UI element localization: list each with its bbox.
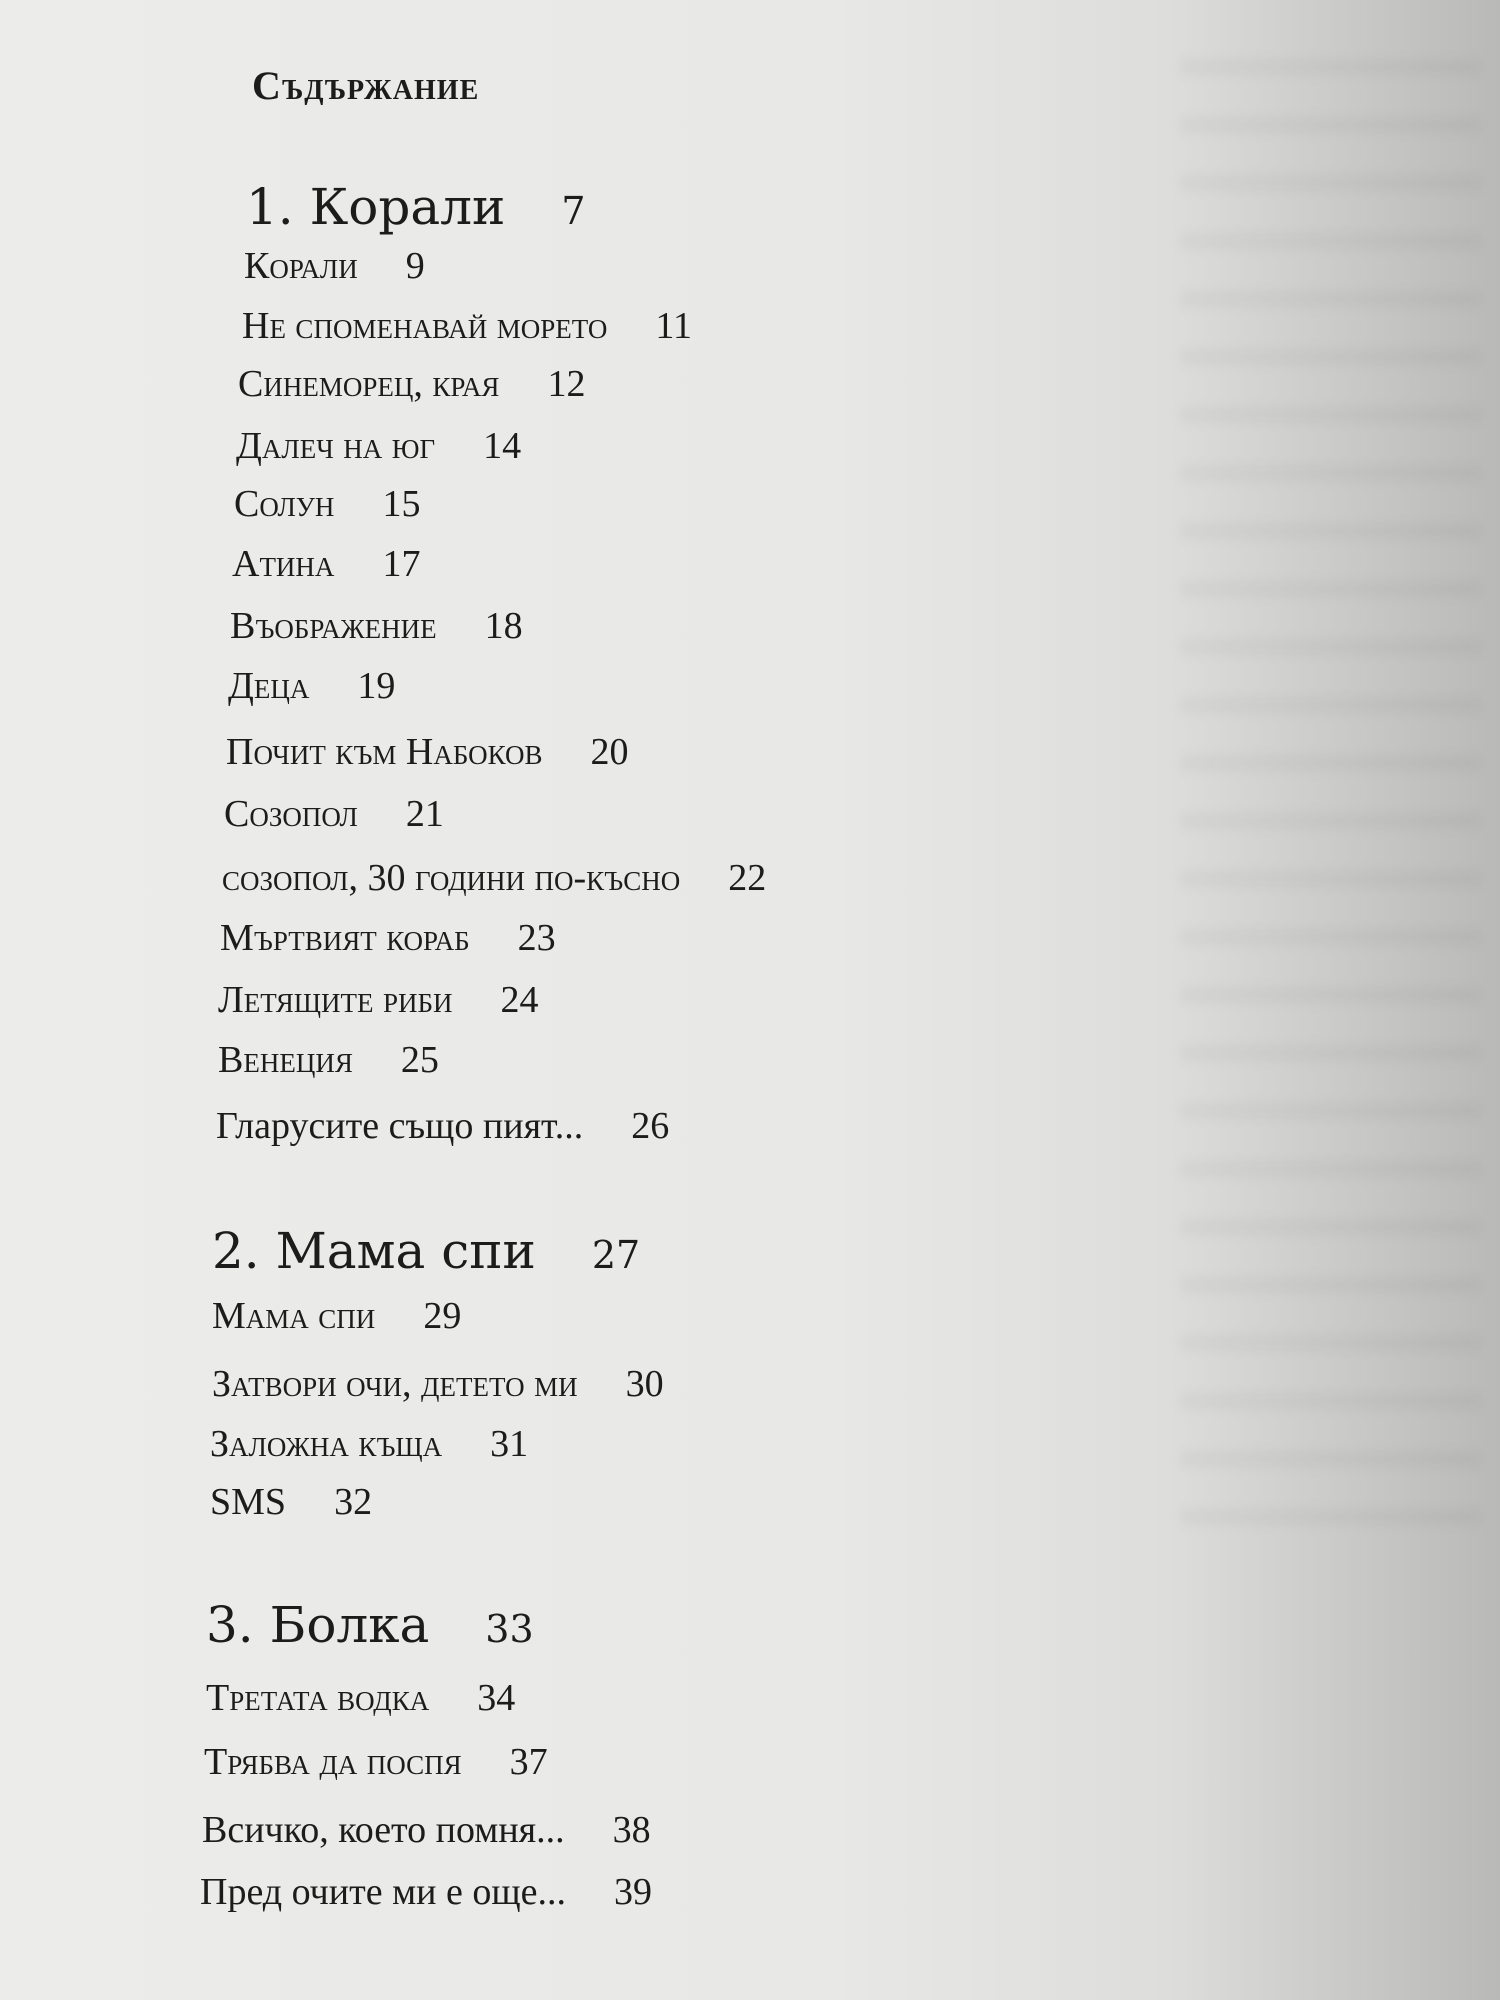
entry-page-number: 34 (477, 1677, 516, 1719)
entry-page-number: 14 (483, 425, 522, 467)
entry-title: Корали (244, 245, 358, 287)
entry-page-number: 18 (484, 605, 523, 647)
entry-title: Трябва да поспя (204, 1741, 462, 1783)
toc-entry (222, 856, 766, 900)
entry-page-number: 9 (405, 245, 425, 287)
section-title: 2. Мама спи (212, 1222, 536, 1280)
entry-title: Мама спи (212, 1295, 376, 1337)
entry-page-number: 38 (612, 1809, 651, 1851)
entry-title: Синеморец, края (238, 363, 500, 405)
entry-page-number: 32 (334, 1481, 373, 1523)
toc-entry (216, 1104, 669, 1148)
toc-entry (218, 978, 538, 1022)
entry-page-number: 12 (547, 363, 586, 405)
section-page-number: 33 (485, 1607, 534, 1651)
toc-entry (238, 362, 585, 406)
entry-title: Затвори очи, детето ми (212, 1363, 578, 1405)
toc-entry (226, 730, 629, 774)
toc-section-heading (212, 1222, 640, 1280)
entry-title: Летящите риби (218, 979, 453, 1021)
toc-entry (210, 1480, 372, 1524)
toc-entry (212, 1362, 664, 1406)
entry-title: Почит към Набоков (226, 731, 543, 773)
entry-title: Всичко, което помня... (202, 1809, 565, 1851)
toc-entry (242, 304, 692, 348)
entry-title: Далеч на юг (236, 425, 436, 467)
section-title: 3. Болка (206, 1596, 430, 1654)
entry-title: Атина (232, 543, 335, 585)
toc-entry (228, 664, 395, 708)
toc-entry (210, 1422, 528, 1466)
section-title: 1. Корали (246, 178, 506, 236)
entry-page-number: 25 (400, 1039, 439, 1081)
entry-page-number: 20 (590, 731, 629, 773)
entry-title: Гларусите също пият... (216, 1105, 584, 1147)
entry-title: Мъртвият кораб (220, 917, 470, 959)
entry-title: Солун (234, 483, 335, 525)
toc-section-heading (246, 178, 586, 236)
entry-title: Въображение (230, 605, 437, 647)
entry-title: SMS (210, 1481, 287, 1523)
toc-entry (206, 1676, 515, 1720)
entry-title: Третата водка (206, 1677, 430, 1719)
page-title: Съдържание (252, 63, 480, 108)
toc-entry (200, 1870, 652, 1914)
toc-entry (224, 792, 444, 836)
entry-title: Пред очите ми е още... (200, 1871, 566, 1913)
toc-entry (230, 604, 523, 648)
toc-entry (220, 916, 556, 960)
entry-page-number: 31 (490, 1423, 529, 1465)
section-page-number: 7 (561, 189, 586, 233)
entry-page-number: 30 (625, 1363, 664, 1405)
toc-entry (202, 1808, 651, 1852)
toc-section-heading (206, 1596, 534, 1654)
entry-page-number: 29 (423, 1295, 462, 1337)
toc-entry (234, 482, 420, 526)
entry-page-number: 24 (500, 979, 539, 1021)
entry-page-number: 37 (509, 1741, 548, 1783)
toc-entry (232, 542, 420, 586)
entry-page-number: 11 (655, 305, 692, 347)
entry-title: Заложна къща (210, 1423, 443, 1465)
entry-page-number: 26 (631, 1105, 670, 1147)
entry-title: Не споменавай морето (242, 305, 608, 347)
entry-title: Созопол (224, 793, 358, 835)
entry-title: Венеция (218, 1039, 353, 1081)
entry-page-number: 21 (405, 793, 444, 835)
entry-page-number: 23 (517, 917, 556, 959)
entry-page-number: 22 (728, 857, 767, 899)
entry-title: Деца (228, 665, 310, 707)
toc-entry (236, 424, 521, 468)
entry-page-number: 15 (382, 483, 421, 525)
toc-entry (218, 1038, 439, 1082)
toc-entry (244, 244, 425, 288)
section-page-number: 27 (591, 1233, 641, 1277)
entry-title: созопол, 30 години по-късно (222, 857, 681, 899)
toc-entry (212, 1294, 461, 1338)
toc-entry (204, 1740, 548, 1784)
entry-page-number: 39 (613, 1871, 652, 1913)
entry-page-number: 17 (382, 543, 421, 585)
entry-page-number: 19 (357, 665, 396, 707)
